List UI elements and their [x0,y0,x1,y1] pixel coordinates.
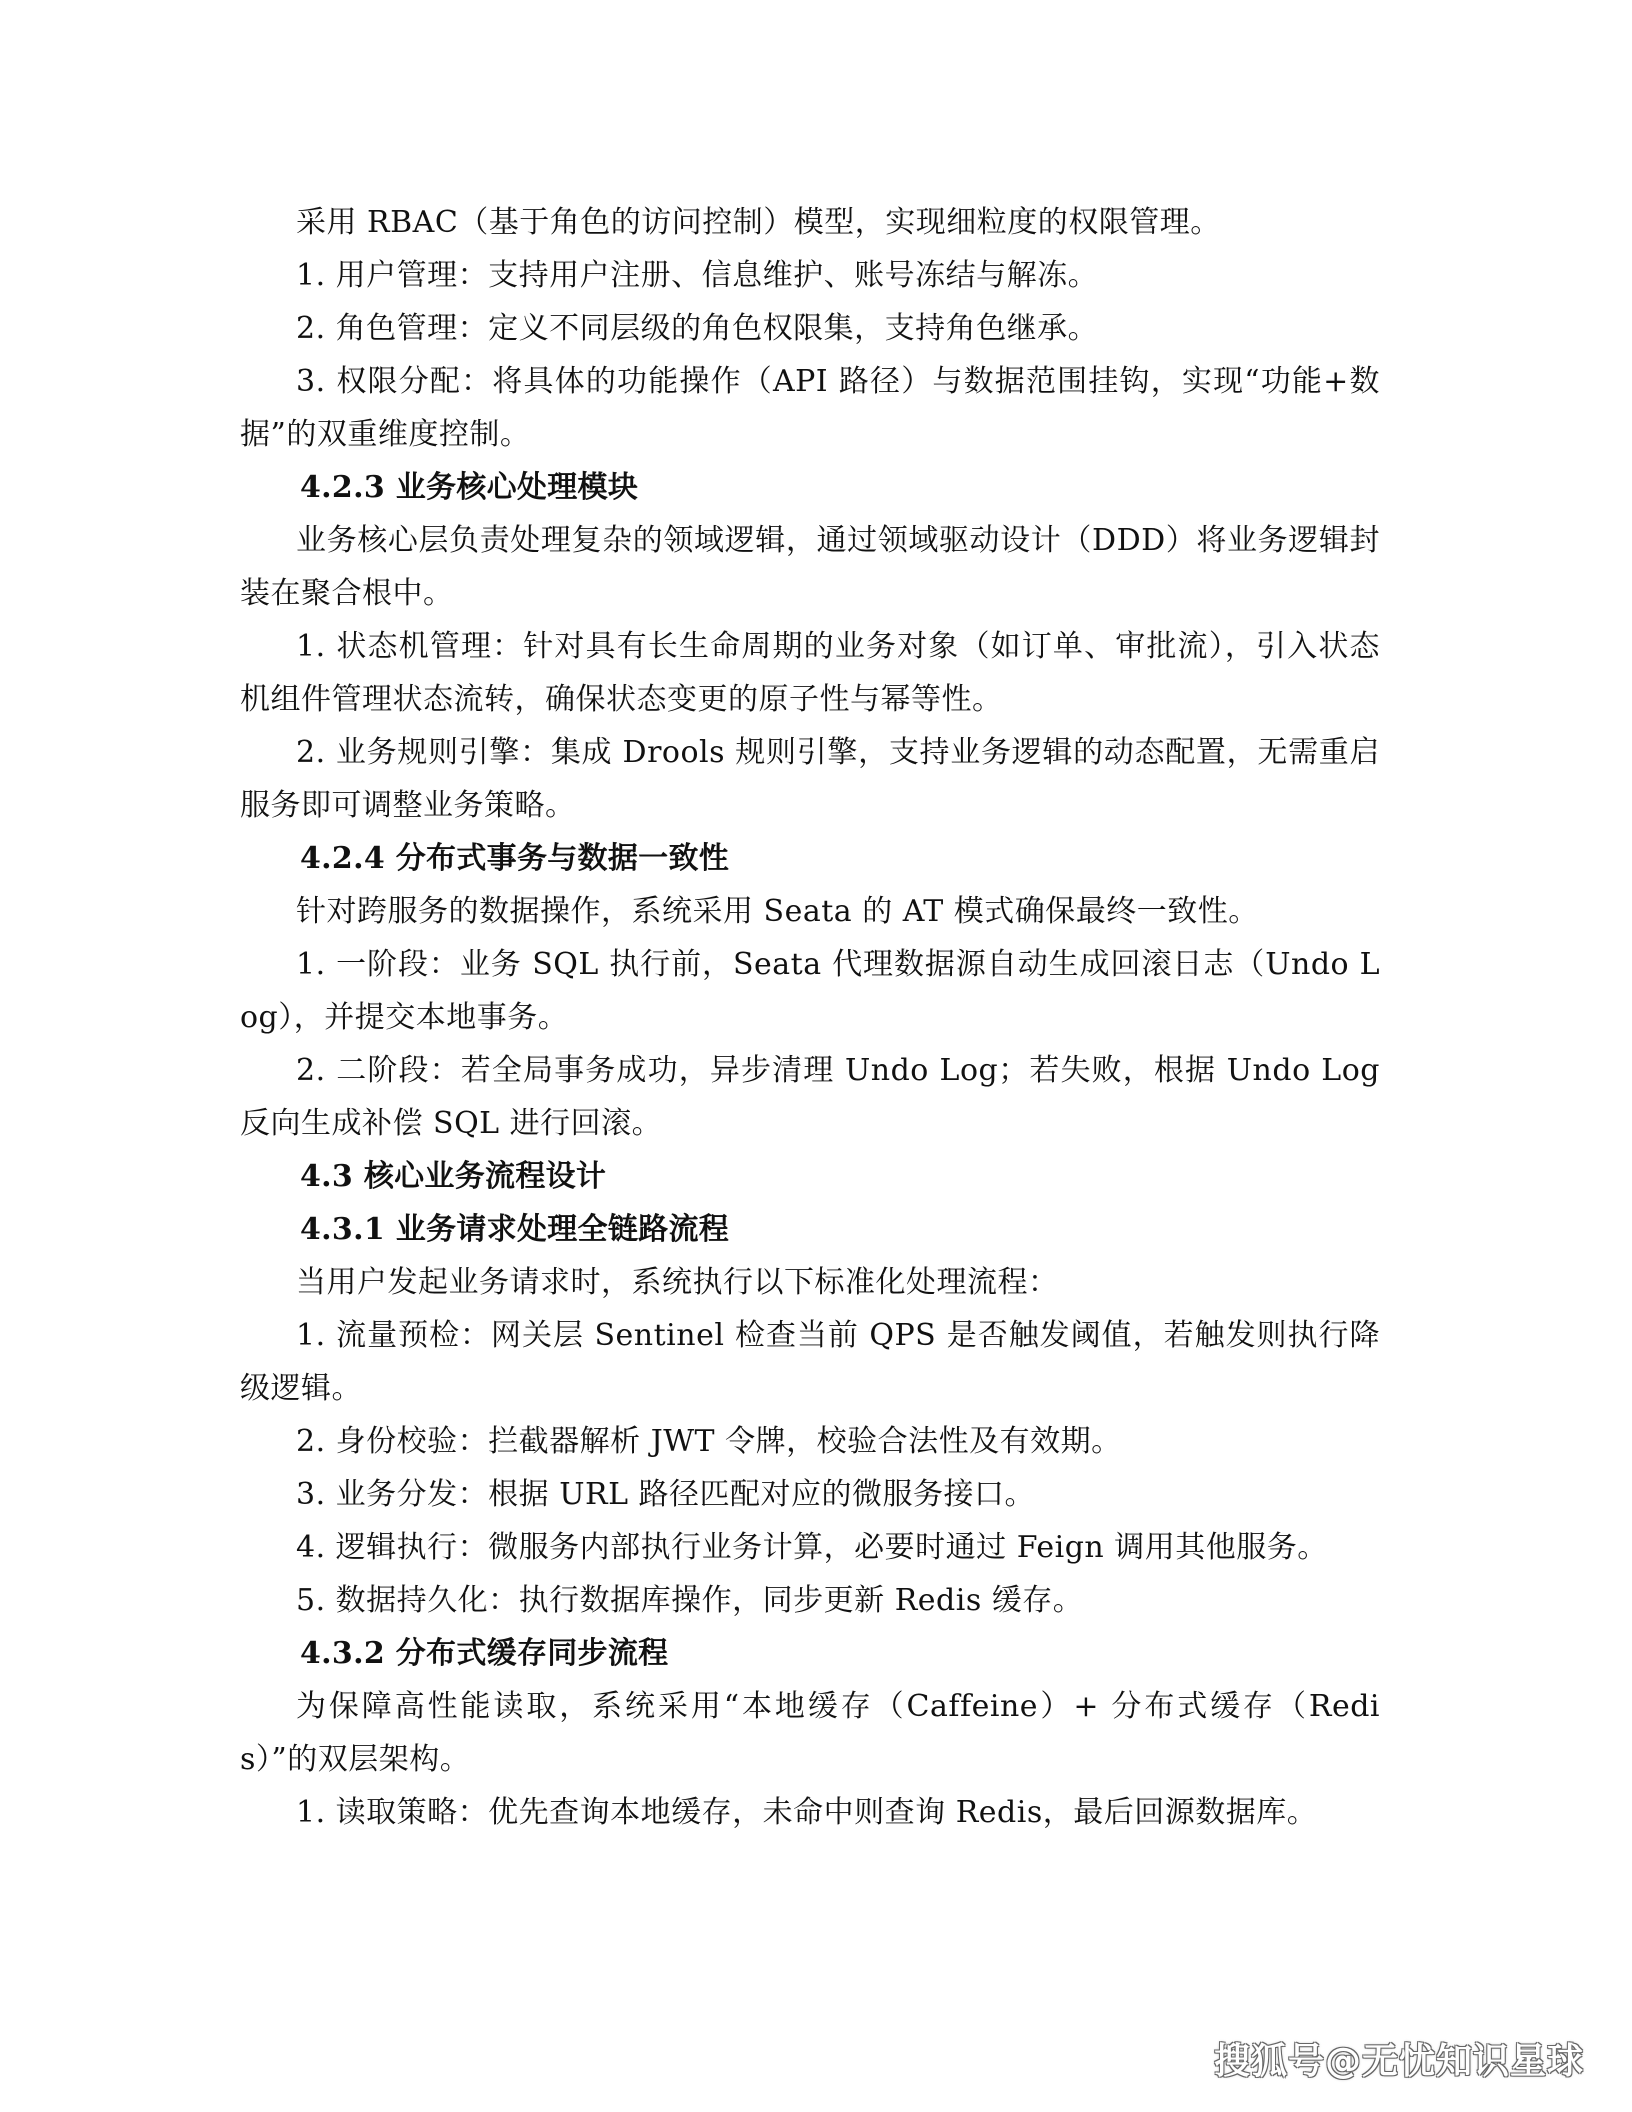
list-item-read-strategy: 1. 读取策略：优先查询本地缓存，未命中则查询 Redis，最后回源数据库。 [296,1795,1318,1830]
document-body [240,196,1380,1839]
section-heading-4-3-1: 4.3.1 业务请求处理全链路流程 [300,1212,730,1247]
section-4-2-4-intro: 针对跨服务的数据操作，系统采用 Seata 的 AT 模式确保最终一致性。 [296,894,1259,929]
section-4-2-3-intro: 业务核心层负责处理复杂的领域逻辑，通过领域驱动设计（DDD）将业务逻辑封装在聚合根中。 [240,523,1380,611]
section-heading-4-2-4: 4.2.4 分布式事务与数据一致性 [300,841,730,876]
list-item-data-persistence: 5. 数据持久化：执行数据库操作，同步更新 Redis 缓存。 [296,1583,1084,1618]
section-heading-4-3: 4.3 核心业务流程设计 [300,1159,607,1194]
list-item-logic-execution: 4. 逻辑执行：微服务内部执行业务计算，必要时通过 Feign 调用其他服务。 [296,1530,1328,1565]
list-item-user-management: 1. 用户管理：支持用户注册、信息维护、账号冻结与解冻。 [296,258,1099,293]
watermark: 搜狐号@无忧知识星球 [1213,2041,1584,2082]
list-item-permission-assignment: 3. 权限分配：将具体的功能操作（API 路径）与数据范围挂钩，实现“功能+数据”的双重维度控制。 [240,364,1380,452]
list-item-business-dispatch: 3. 业务分发：根据 URL 路径匹配对应的微服务接口。 [296,1477,1036,1512]
list-item-role-management: 2. 角色管理：定义不同层级的角色权限集，支持角色继承。 [296,311,1099,346]
list-item-traffic-precheck: 1. 流量预检：网关层 Sentinel 检查当前 QPS 是否触发阈值，若触发则执行降级逻辑。 [240,1318,1380,1406]
section-4-3-2-intro: 为保障高性能读取，系统采用“本地缓存（Caffeine）+ 分布式缓存（Redis）”的双层架构。 [240,1689,1380,1777]
list-item-rule-engine: 2. 业务规则引擎：集成 Drools 规则引擎，支持业务逻辑的动态配置，无需重启服务即可调整业务策略。 [240,735,1380,823]
intro-paragraph: 采用 RBAC（基于角色的访问控制）模型，实现细粒度的权限管理。 [296,205,1221,240]
list-item-phase-two: 2. 二阶段：若全局事务成功，异步清理 Undo Log；若失败，根据 Undo Log 反向生成补偿 SQL 进行回滚。 [240,1053,1380,1141]
section-heading-4-3-2: 4.3.2 分布式缓存同步流程 [300,1636,669,1671]
list-item-phase-one: 1. 一阶段：业务 SQL 执行前，Seata 代理数据源自动生成回滚日志（Undo Log），并提交本地事务。 [240,947,1380,1035]
list-item-state-machine: 1. 状态机管理：针对具有长生命周期的业务对象（如订单、审批流），引入状态机组件管理状态流转，确保状态变更的原子性与幂等性。 [240,629,1380,717]
list-item-identity-check: 2. 身份校验：拦截器解析 JWT 令牌，校验合法性及有效期。 [296,1424,1122,1459]
section-heading-4-2-3: 4.2.3 业务核心处理模块 [300,470,639,505]
section-4-3-1-intro: 当用户发起业务请求时，系统执行以下标准化处理流程： [296,1265,1059,1300]
